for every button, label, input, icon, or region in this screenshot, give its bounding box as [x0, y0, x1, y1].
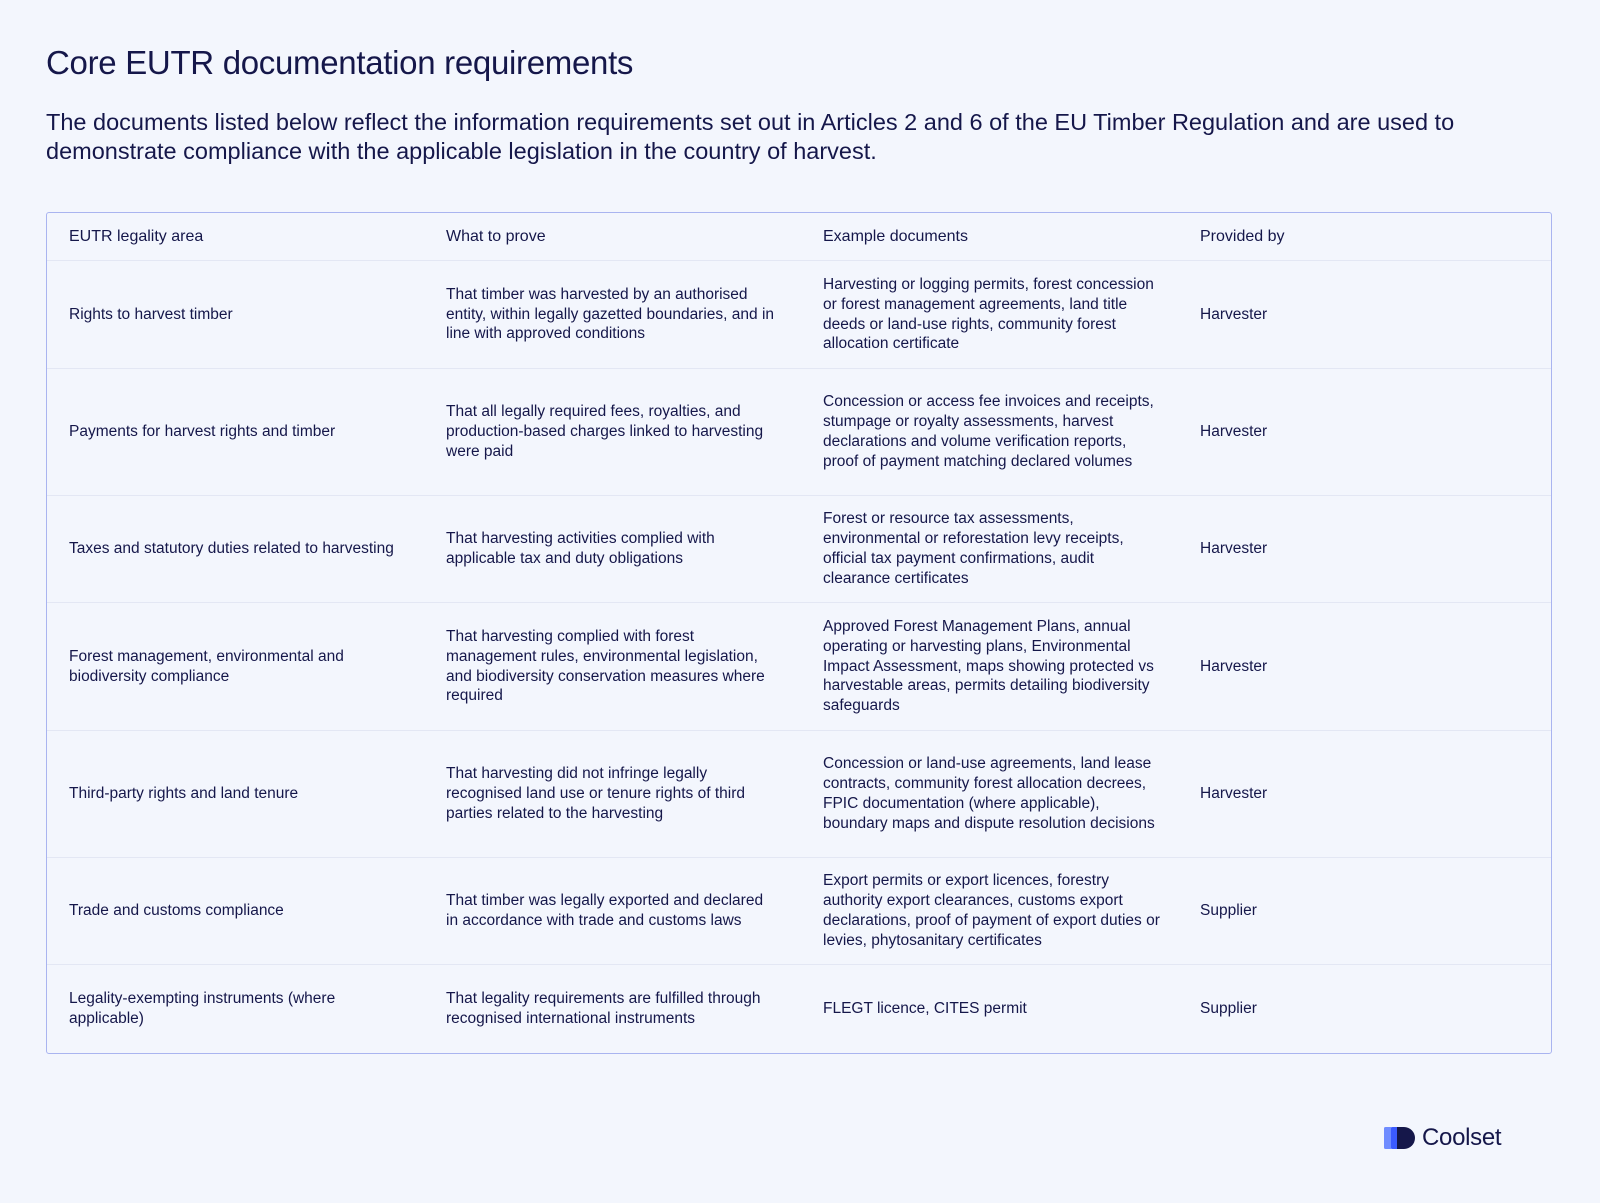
logo-bar-light [1384, 1127, 1392, 1149]
coolset-logo [1384, 1124, 1501, 1152]
coolset-logo-icon [1384, 1126, 1416, 1150]
requirements-table [47, 213, 1551, 1053]
cell-legality-area: Rights to harvest timber [47, 261, 424, 369]
cell-provided-by: Supplier [1200, 999, 1257, 1017]
cell-legality-area: Forest management, environmental and biodiversity compliance [47, 603, 424, 731]
cell-provided-by: Supplier [1178, 858, 1551, 965]
table-row [47, 858, 1551, 965]
cell-legality-area: Trade and customs compliance [47, 858, 424, 965]
cell-example-documents: Export permits or export licences, forestry authority export clearances, customs export declarations, proof of payment of export duties or levies, phytosanitary certificates [801, 858, 1178, 965]
header-provided-by: Provided by [1178, 213, 1551, 261]
cell-provided-by: Harvester [1178, 496, 1551, 603]
cell-example-documents: Approved Forest Management Plans, annual operating or harvesting plans, Environmental Impact Assessment, maps showing protected vs harvestable areas, permits detailing biodiversity safeguards [801, 603, 1178, 731]
table-header-row [47, 213, 1551, 261]
cell-example-documents: Concession or access fee invoices and receipts, stumpage or royalty assessments, harvest declarations and volume verification reports, proof of payment matching declared volumes [801, 369, 1178, 496]
cell-legality-area: Legality-exempting instruments (where applicable) [69, 989, 336, 1027]
cell-provided-by: Harvester [1178, 603, 1551, 731]
cell-what-to-prove: That timber was harvested by an authorised entity, within legally gazetted boundaries, and in line with approved conditions [424, 261, 801, 369]
cell-what-to-prove: That legality requirements are fulfilled through recognised international instruments [446, 989, 761, 1027]
cell-legality-area: Taxes and statutory duties related to harvesting [47, 496, 424, 603]
page-title: Core EUTR documentation requirements [46, 44, 634, 81]
header-what-to-prove: What to prove [424, 213, 801, 261]
logo-bar-dark [1397, 1127, 1415, 1149]
header-legality-area: EUTR legality area [47, 213, 424, 261]
logo-text: Coolset [1422, 1124, 1502, 1151]
cell-what-to-prove: That all legally required fees, royalties, and production-based charges linked to harvesting were paid [424, 369, 801, 496]
cell-provided-by: Harvester [1178, 369, 1551, 496]
cell-example-documents: Harvesting or logging permits, forest concession or forest management agreements, land title deeds or land-use rights, community forest allocation certificate [801, 261, 1178, 369]
table-row [47, 261, 1551, 369]
table-row [47, 603, 1551, 731]
table-row [47, 965, 1551, 1053]
table-row [47, 496, 1551, 603]
cell-example-documents: Concession or land-use agreements, land lease contracts, community forest allocation decrees, FPIC documentation (where applicable), boundary maps and dispute resolution decisions [801, 731, 1178, 858]
cell-what-to-prove: That harvesting complied with forest management rules, environmental legislation, and biodiversity conservation measures where required [424, 603, 801, 731]
cell-provided-by: Harvester [1178, 731, 1551, 858]
requirements-table-card [46, 212, 1552, 1054]
cell-provided-by: Harvester [1178, 261, 1551, 369]
table-row [47, 369, 1551, 496]
cell-example-documents: FLEGT licence, CITES permit [823, 999, 1027, 1017]
cell-legality-area: Third-party rights and land tenure [47, 731, 424, 858]
intro-paragraph: The documents listed below reflect the information requirements set out in Articles 2 and 6 of the EU Timber Regulation and are used to demonstrate compliance with the applicable legislation in the country of harvest. [46, 109, 1455, 164]
cell-legality-area: Payments for harvest rights and timber [47, 369, 424, 496]
cell-what-to-prove: That harvesting did not infringe legally recognised land use or tenure rights of third parties related to the harvesting [424, 731, 801, 858]
cell-what-to-prove: That harvesting activities complied with applicable tax and duty obligations [424, 496, 801, 603]
cell-what-to-prove: That timber was legally exported and declared in accordance with trade and customs laws [424, 858, 801, 965]
table-row [47, 731, 1551, 858]
header-example-documents: Example documents [801, 213, 1178, 261]
cell-example-documents: Forest or resource tax assessments, environmental or reforestation levy receipts, official tax payment confirmations, audit clearance certificates [801, 496, 1178, 603]
